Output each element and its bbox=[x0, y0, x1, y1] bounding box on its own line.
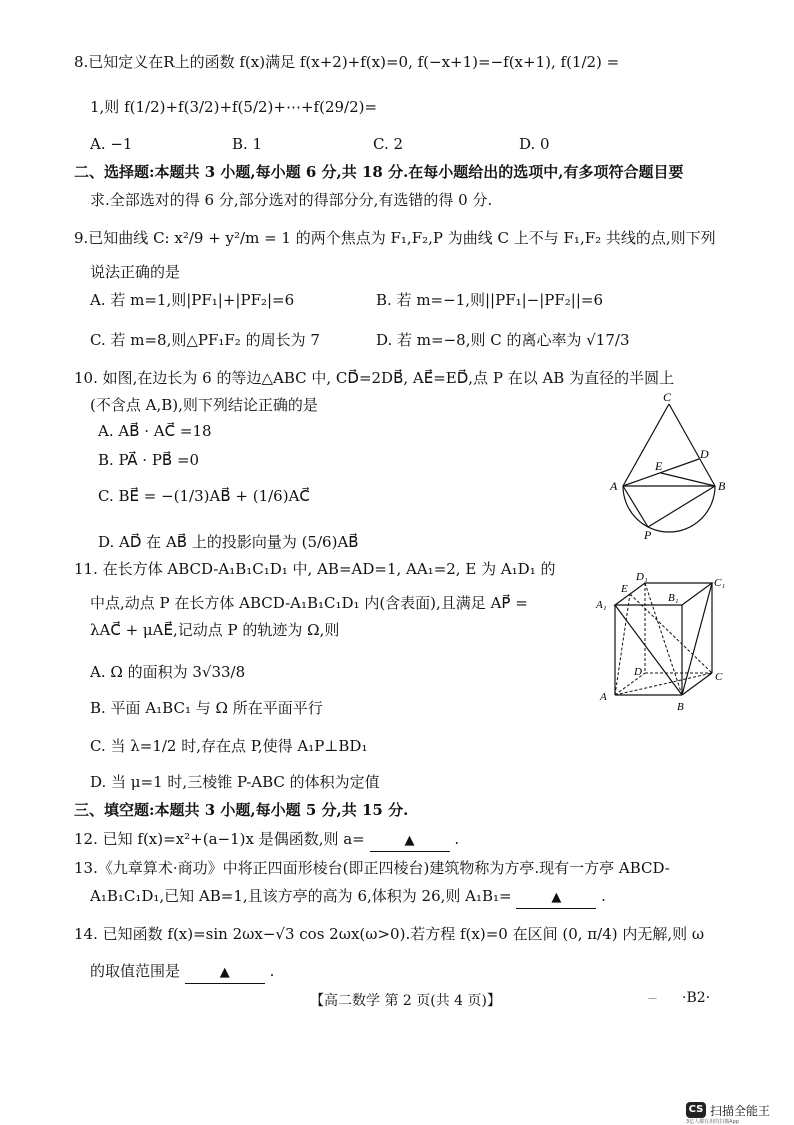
q12-line bbox=[74, 829, 459, 852]
section2-line2: 求.全部选对的得 6 分,部分选对的得部分分,有选错的得 0 分. bbox=[90, 191, 493, 209]
q8-line2: 1,则 f(1/2)+f(3/2)+f(5/2)+⋯+f(29/2)= bbox=[90, 98, 378, 116]
q11-option-a: A. Ω 的面积为 3√33/8 bbox=[90, 663, 246, 681]
q11-fig-label-a1: A₁ bbox=[596, 599, 607, 611]
q11-line2: 中点,动点 P 在长方体 ABCD-A₁B₁C₁D₁ 内(含表面),且满足 AP⃗ = bbox=[90, 594, 528, 612]
q11-fig-label-c: C bbox=[715, 671, 723, 683]
q10-fig-label-c: C bbox=[663, 390, 672, 404]
q11-cuboid-figure bbox=[594, 568, 734, 713]
footer-dash: — bbox=[648, 994, 657, 1004]
watermark-title: 扫描全能王 bbox=[710, 1104, 771, 1118]
q9-option-b: B. 若 m=−1,则||PF₁|−|PF₂||=6 bbox=[376, 291, 604, 309]
q9-option-d: D. 若 m=−8,则 C 的离心率为 √17/3 bbox=[376, 331, 630, 349]
q10-fig-label-d: D bbox=[700, 447, 709, 461]
q10-line2: (不含点 A,B),则下列结论正确的是 bbox=[90, 396, 318, 414]
q13-line2-wrap bbox=[90, 886, 606, 909]
q14-answer-blank: ▲ bbox=[185, 963, 265, 984]
section2-heading: 二、选择题:本题共 3 小题,每小题 6 分,共 18 分.在每小题给出的选项中,有多项符合题目要 bbox=[74, 163, 684, 181]
q10-option-b: B. PA⃗ · PB⃗ =0 bbox=[98, 451, 200, 469]
q14-line2: 的取值范围是 bbox=[90, 962, 181, 980]
q13-line2: A₁B₁C₁D₁,已知 AB=1,且该方亭的高为 6,体积为 26,则 A₁B₁= bbox=[90, 887, 512, 905]
q10-fig-label-b: B bbox=[718, 479, 726, 493]
q11-fig-label-c1: C₁ bbox=[714, 577, 726, 589]
q11-option-c: C. 当 λ=1/2 时,存在点 P,使得 A₁P⊥BD₁ bbox=[90, 737, 368, 755]
q9-line1: 9.已知曲线 C: x²/9 + y²/m = 1 的两个焦点为 F₁,F₂,P 为曲线 C 上不与 F₁,F₂ 共线的点,则下列 bbox=[74, 229, 716, 247]
q11-line1: 11. 在长方体 ABCD-A₁B₁C₁D₁ 中, AB=AD=1, AA₁=2, E 为 A₁D₁ 的 bbox=[74, 560, 556, 578]
q11-fig-label-e: E bbox=[621, 583, 628, 595]
q11-option-d: D. 当 μ=1 时,三棱锥 P-ABC 的体积为定值 bbox=[90, 773, 380, 791]
q11-fig-label-b1: B₁ bbox=[668, 592, 679, 604]
q12-end: . bbox=[454, 830, 460, 848]
q10-fig-label-p: P bbox=[644, 528, 652, 540]
q13-end: . bbox=[601, 887, 606, 905]
q10-line1: 10. 如图,在边长为 6 的等边△ABC 中, CD⃗=2DB⃗, AE⃗=ED⃗,点 P 在以 AB 为直径的半圆上 bbox=[74, 369, 675, 387]
q10-fig-label-a: A bbox=[610, 479, 618, 493]
q8-option-c: C. 2 bbox=[373, 135, 404, 153]
q14-line2-wrap bbox=[90, 961, 274, 984]
q13-answer-blank: ▲ bbox=[516, 888, 596, 909]
camscanner-logo-icon: CS bbox=[686, 1102, 706, 1118]
q11-fig-label-a: A bbox=[600, 691, 607, 703]
page-footer: 【高二数学 第 2 页(共 4 页)】 bbox=[310, 993, 501, 1009]
q11-line3: λAC⃗ + μAE⃗,记动点 P 的轨迹为 Ω,则 bbox=[90, 621, 340, 639]
q11-fig-label-d: D bbox=[634, 666, 642, 678]
q11-fig-label-b: B bbox=[677, 701, 684, 713]
paper-code: ·B2· bbox=[682, 990, 711, 1006]
q9-option-a: A. 若 m=1,则|PF₁|+|PF₂|=6 bbox=[90, 291, 295, 309]
q11-option-b: B. 平面 A₁BC₁ 与 Ω 所在平面平行 bbox=[90, 699, 323, 717]
q10-option-d: D. AD⃗ 在 AB⃗ 上的投影向量为 (5/6)AB⃗ bbox=[98, 533, 359, 551]
q11-fig-label-d1: D₁ bbox=[636, 571, 648, 583]
q9-line2: 说法正确的是 bbox=[90, 263, 181, 281]
q12-text: 12. 已知 f(x)=x²+(a−1)x 是偶函数,则 a= bbox=[74, 830, 365, 848]
q13-line1: 13.《九章算术·商功》中将正四面形棱台(即正四棱台)建筑物称为方亭.现有一方亭 ABCD- bbox=[74, 859, 670, 877]
q10-option-a: A. AB⃗ · AC⃗ =18 bbox=[98, 422, 212, 440]
q10-fig-label-e: E bbox=[655, 459, 663, 473]
q14-end: . bbox=[269, 962, 275, 980]
watermark-sub: 3亿人都在用的扫描App bbox=[686, 1119, 739, 1125]
q10-triangle-figure bbox=[600, 390, 740, 540]
q8-option-b: B. 1 bbox=[232, 135, 263, 153]
section3-heading: 三、填空题:本题共 3 小题,每小题 5 分,共 15 分. bbox=[74, 801, 409, 819]
q8-line1: 8.已知定义在R上的函数 f(x)满足 f(x+2)+f(x)=0, f(−x+1)=−f(x+1), f(1/2) = bbox=[74, 53, 620, 71]
q8-option-d: D. 0 bbox=[519, 135, 550, 153]
q9-option-c: C. 若 m=8,则△PF₁F₂ 的周长为 7 bbox=[90, 331, 320, 349]
q12-answer-blank: ▲ bbox=[370, 831, 450, 852]
q8-option-a: A. −1 bbox=[90, 135, 133, 153]
q10-option-c: C. BE⃗ = −(1/3)AB⃗ + (1/6)AC⃗ bbox=[98, 487, 310, 505]
q14-line1: 14. 已知函数 f(x)=sin 2ωx−√3 cos 2ωx(ω>0).若方程 f(x)=0 在区间 (0, π/4) 内无解,则 ω bbox=[74, 925, 705, 943]
